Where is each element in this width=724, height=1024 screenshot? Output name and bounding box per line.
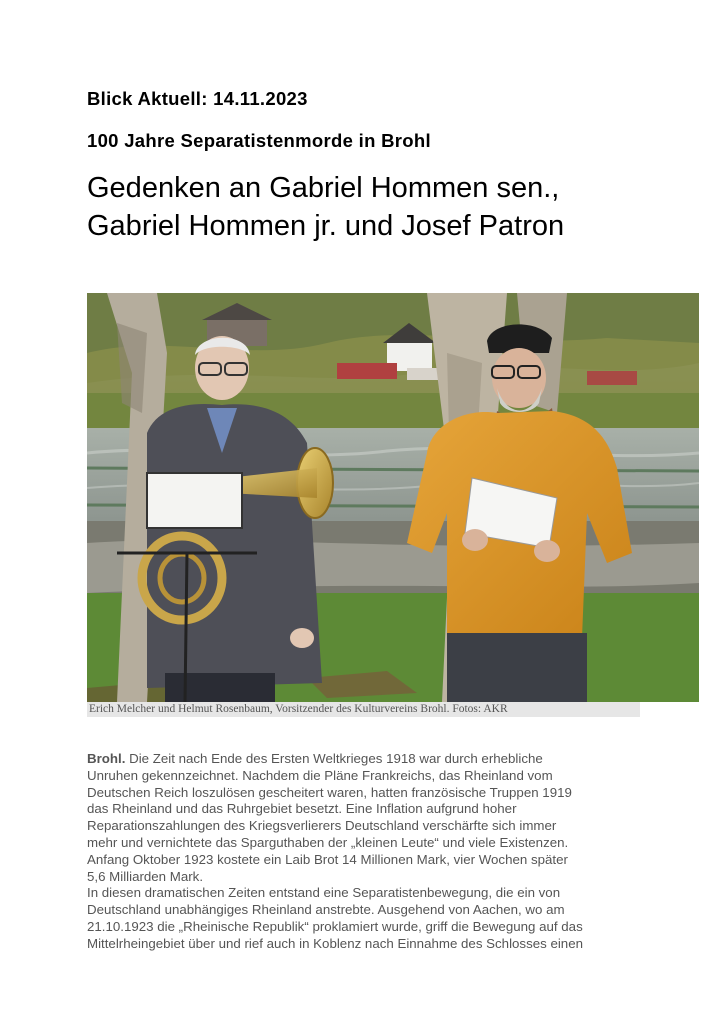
paragraph-1-line-4: das Rheinland und das Ruhrgebiet besetzt. Eine Inflation aufgrund hoher <box>87 801 517 817</box>
paragraph-1-line-1 <box>87 751 647 768</box>
headline-line-1: Gedenken an Gabriel Hommen sen., <box>87 172 560 204</box>
paragraph-1-line-5: Reparationszahlungen des Kriegsverlierers Deutschland verschärfte sich immer <box>87 818 557 834</box>
article-headline <box>87 169 707 245</box>
headline-line-2: Gabriel Hommen jr. und Josef Patron <box>87 210 565 242</box>
paragraph-1-line-6: mehr und vernichtete das Sparguthaben der „kleinen Leute“ und viele Existenzen. <box>87 834 569 850</box>
paragraph-1-line-3: Deutschen Reich loszulösen gescheitert waren, hatten französische Truppen 1919 <box>87 784 572 800</box>
paragraph-1-line-8: 5,6 Milliarden Mark. <box>87 868 204 884</box>
article-body <box>87 751 647 953</box>
article-photo <box>87 293 699 702</box>
lead-word: Brohl. <box>87 751 126 766</box>
paragraph-2-line-3: 21.10.1923 die „Rheinische Republik“ proklamiert wurde, griff die Bewegung auf das <box>87 918 583 934</box>
paragraph-1-line-7: Anfang Oktober 1923 kostete ein Laib Brot 14 Millionen Mark, vier Wochen später <box>87 851 568 867</box>
paragraph-1-first-text: Die Zeit nach Ende des Ersten Weltkrieges 1918 war durch erhebliche <box>125 751 543 766</box>
paragraph-2-line-1: In diesen dramatischen Zeiten entstand eine Separatistenbewegung, die ein von <box>87 885 561 901</box>
source-line: Blick Aktuell: 14.11.2023 <box>87 88 308 109</box>
article-subtitle: 100 Jahre Separatistenmorde in Brohl <box>87 130 431 151</box>
paragraph-2-line-2: Deutschland unabhängiges Rheinland anstrebte. Ausgehend von Aachen, wo am <box>87 902 565 918</box>
paragraph-1 <box>87 751 647 885</box>
paragraph-1-line-2: Unruhen gekennzeichnet. Nachdem die Pläne Frankreichs, das Rheinland vom <box>87 767 553 783</box>
paragraph-2 <box>87 885 647 952</box>
paragraph-2-line-4: Mittelrheingebiet über und rief auch in Koblenz nach Einnahme des Schlosses einen <box>87 935 583 951</box>
photo-caption: Erich Melcher und Helmut Rosenbaum, Vorsitzender des Kulturvereins Brohl. Fotos: AKR <box>87 702 640 717</box>
